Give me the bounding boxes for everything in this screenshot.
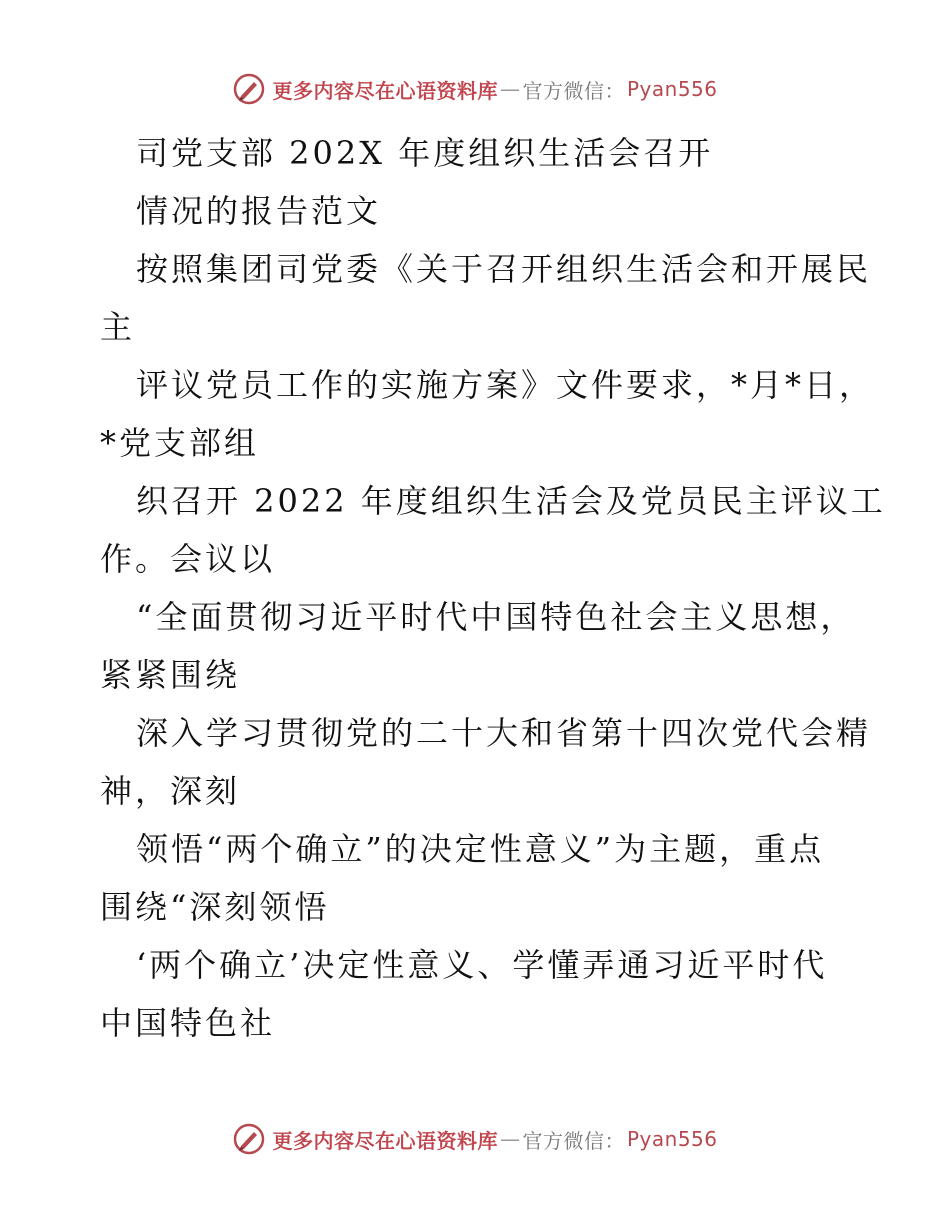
pen-logo-icon [232,1122,266,1156]
watermark-sub-text: 官方微信： [522,1128,625,1153]
watermark-sub-text: 官方微信： [522,78,625,103]
body-line: 深入学习贯彻党的二十大和省第十四次党代会精 [136,714,872,752]
body-line: 领悟“两个确立”的决定性意义”为主题，重点 [136,830,825,868]
body-line: 作。会议以 [100,540,276,578]
watermark-header [0,72,950,106]
body-line: 评议党员工作的实施方案》文件要求，*月*日， [136,366,875,404]
title-line-2: 情况的报告范文 [136,192,382,230]
body-line: 紧紧围绕 [100,656,241,694]
watermark-wechat-id: Pyan556 [626,1127,718,1151]
body-line: *党支部组 [100,424,260,462]
watermark-dash: — [499,77,521,101]
body-line: 神，深刻 [100,772,241,810]
body-line: “全面贯彻习近平时代中国特色社会主义思想， [136,598,856,636]
body-line: 主 [100,308,136,346]
body-line: 中国特色社 [100,1004,276,1042]
body-line: 织召开 2022 年度组织生活会及党员民主评议工 [136,482,886,520]
watermark-main-text: 更多内容尽在心语资料库 [272,78,498,103]
body-line: 按照集团司党委《关于召开组织生活会和开展民 [136,250,872,288]
document-body [100,124,886,1052]
pen-logo-icon [232,72,266,106]
body-line: ‘两个确立’决定性意义、学懂弄通习近平时代 [136,946,828,984]
watermark-wechat-id: Pyan556 [626,77,718,101]
watermark-dash: — [499,1127,521,1151]
watermark-footer [0,1122,950,1156]
title-line-1: 司党支部 202X 年度组织生活会召开 [136,134,714,172]
watermark-main-text: 更多内容尽在心语资料库 [272,1128,498,1153]
body-line: 围绕“深刻领悟 [100,888,330,926]
